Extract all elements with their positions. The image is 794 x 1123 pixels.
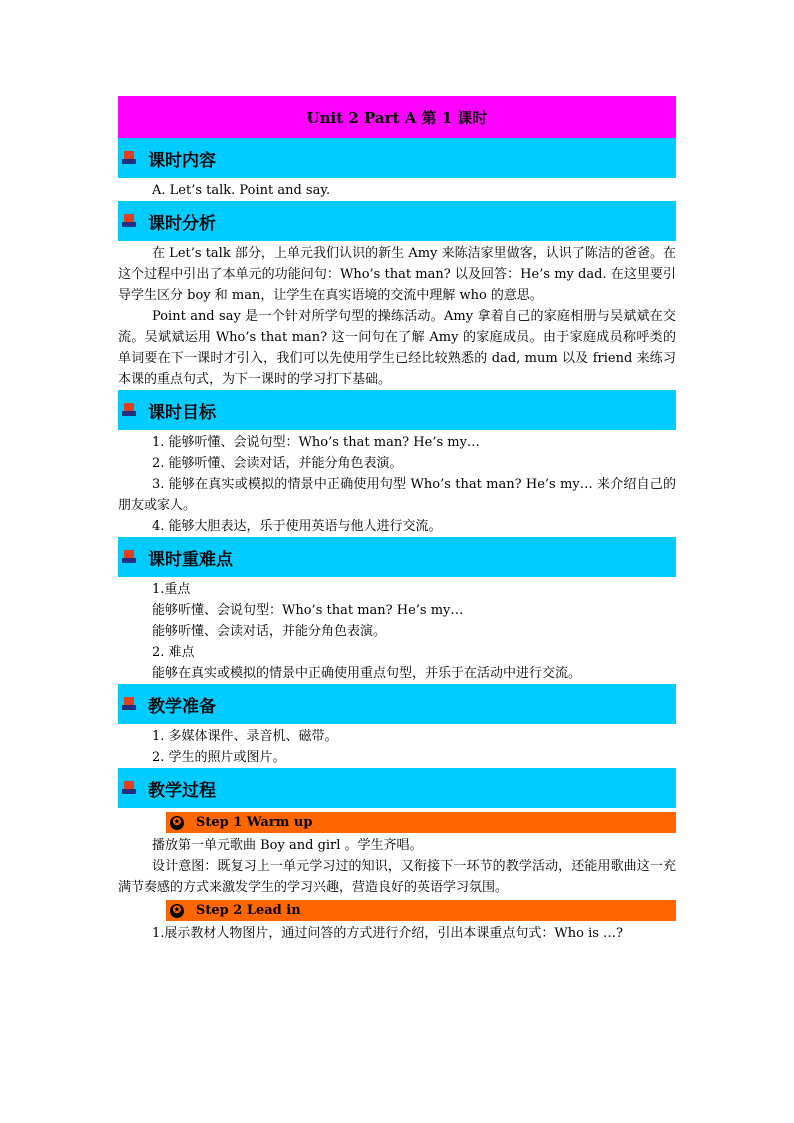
section-heading: 课时目标 <box>148 402 216 423</box>
section-heading: 教学过程 <box>148 780 216 801</box>
section-header-analysis <box>118 201 676 241</box>
section-header-keypoints <box>118 537 676 577</box>
goal-item: 4. 能够大胆表达，乐于使用英语与他人进行交流。 <box>152 519 442 534</box>
step-label: Step 2 Lead in <box>196 903 301 918</box>
keypoint-line: 2. 难点 <box>152 645 195 660</box>
document-page <box>118 96 676 944</box>
section-body-analysis <box>118 241 676 390</box>
document-title: Unit 2 Part A 第 1 课时 <box>118 96 676 138</box>
section-heading: 教学准备 <box>148 696 216 717</box>
keypoint-line: 能够听懂、会读对话，并能分角色表演。 <box>152 624 387 639</box>
section-body-content <box>118 178 676 201</box>
keypoint-line: 能够听懂、会说句型：Who’s that man? He’s my… <box>152 603 464 618</box>
step-paragraph: 播放第一单元歌曲 Boy and girl 。学生齐唱。 <box>152 838 423 853</box>
section-header-goals <box>118 390 676 430</box>
section-heading: 课时内容 <box>148 150 216 171</box>
step-paragraph: 1.展示教材人物图片，通过问答的方式进行介绍，引出本课重点句式：Who is …? <box>152 926 624 941</box>
step-paragraph: 设计意图：既复习上一单元学习过的知识，又衔接下一环节的教学活动，还能用歌曲这一充满节奏感的方式来激发学生的学习兴趣，营造良好的英语学习氛围。 <box>118 859 676 895</box>
section-header-content <box>118 138 676 178</box>
goal-item: 2. 能够听懂、会读对话，并能分角色表演。 <box>152 456 403 471</box>
analysis-paragraph: 在 Let’s talk 部分，上单元我们认识的新生 Amy 来陈洁家里做客，认识了陈洁的爸爸。在这个过程中引出了本单元的功能问句：Who’s that man? 以及回答：He’s my dad. 在这里要引导学生区分 boy 和 man，让学生在真实语境的交流中理解 who 的意思。 <box>118 246 676 303</box>
bookmark-icon <box>122 550 136 564</box>
bookmark-icon <box>122 151 136 165</box>
keypoint-line: 1.重点 <box>152 582 191 597</box>
section-heading: 课时分析 <box>148 213 216 234</box>
content-line: A. Let’s talk. Point and say. <box>152 183 331 198</box>
star-bullet-icon: ✪ <box>170 904 184 918</box>
step-label: Step 1 Warm up <box>196 815 313 830</box>
section-body-prep <box>118 724 676 768</box>
goal-item: 1. 能够听懂、会说句型：Who’s that man? He’s my… <box>152 435 480 450</box>
section-body-keypoints <box>118 577 676 684</box>
star-bullet-icon: ✪ <box>170 816 184 830</box>
section-header-process <box>118 768 676 808</box>
bookmark-icon <box>122 781 136 795</box>
keypoint-line: 能够在真实或模拟的情景中正确使用重点句型，并乐于在活动中进行交流。 <box>152 666 582 681</box>
prep-item: 2. 学生的照片或图片。 <box>152 750 286 765</box>
analysis-paragraph: Point and say 是一个针对所学句型的操练活动。Amy 拿着自己的家庭相册与吴斌斌在交流。吴斌斌运用 Who’s that man? 这一问句在了解 Amy 的家庭成员。由于家庭成员称呼类的单词要在下一课时才引入，我们可以先使用学生已经比较熟悉的 dad, mum 以及 friend 来练习本课的重点句式，为下一课时的学习打下基础。 <box>118 309 676 387</box>
bookmark-icon <box>122 697 136 711</box>
bookmark-icon <box>122 214 136 228</box>
section-body-process <box>118 808 676 944</box>
section-header-prep <box>118 684 676 724</box>
section-heading: 课时重难点 <box>148 549 233 570</box>
step-bar <box>166 812 676 833</box>
bookmark-icon <box>122 403 136 417</box>
section-body-goals <box>118 430 676 537</box>
step-bar <box>166 900 676 921</box>
goal-item: 3. 能够在真实或模拟的情景中正确使用句型 Who’s that man? He’s my… 来介绍自己的朋友或家人。 <box>118 477 676 513</box>
prep-item: 1. 多媒体课件、录音机、磁带。 <box>152 729 338 744</box>
